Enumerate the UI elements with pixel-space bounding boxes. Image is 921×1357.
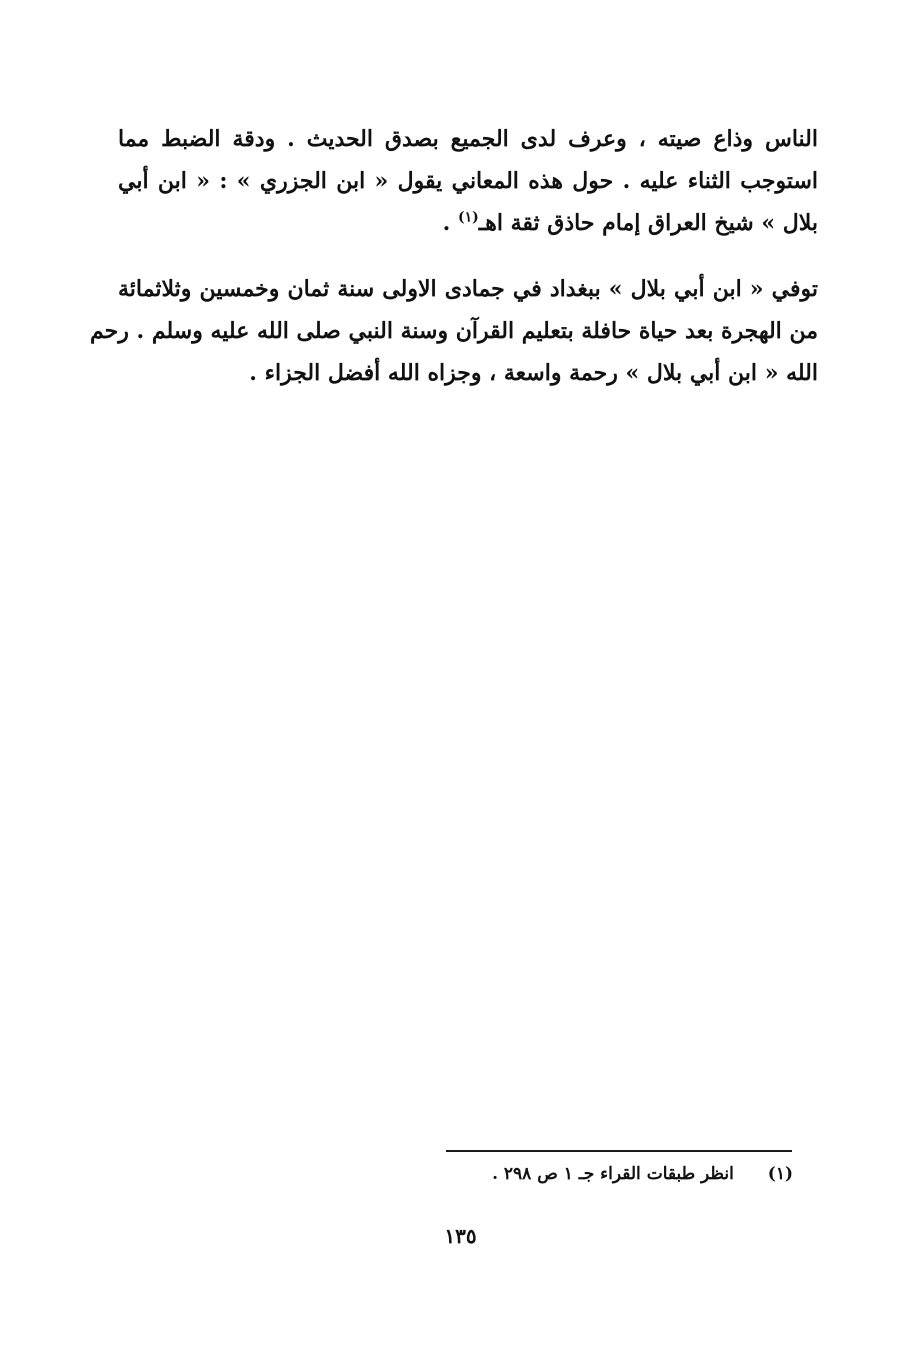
paragraph-1-line-1: الناس وذاع صيته ، وعرف لدى الجميع بصدق الحديث . ودقة الضبط مما [118,126,818,152]
paragraph-1-line-3 [118,202,818,244]
footnote-text: انظر طبقات القراء جـ ١ ص ٢٩٨ . [492,1164,734,1184]
footnote-reference[interactable]: (١) [458,209,479,226]
footnote-marker: (١) [767,1164,793,1184]
sentence-end: . [442,210,451,236]
footnote [492,1164,793,1184]
footnote-divider [446,1150,792,1152]
paragraph-2-line-3: الله « ابن أبي بلال » رحمة واسعة ، وجزاه الله أفضل الجزاء . [249,360,818,386]
paragraph-2-line-1: توفي « ابن أبي بلال » ببغداد في جمادى الاولى سنة ثمان وخمسين وثلاثمائة [118,276,818,302]
paragraph-1-line-2: استوجب الثناء عليه . حول هذه المعاني يقول « ابن الجزري » : « ابن أبي [118,168,818,194]
paragraph-1 [118,118,818,244]
paragraph-1-line-3-text: بلال » شيخ العراق إمام حاذق ثقة اهـ [478,210,818,236]
paragraph-2-line-2: من الهجرة بعد حياة حافلة بتعليم القرآن وسنة النبي صلى الله عليه وسلم . رحم [90,318,818,344]
page-number: ١٣٥ [444,1224,477,1248]
paragraph-2 [90,268,818,394]
